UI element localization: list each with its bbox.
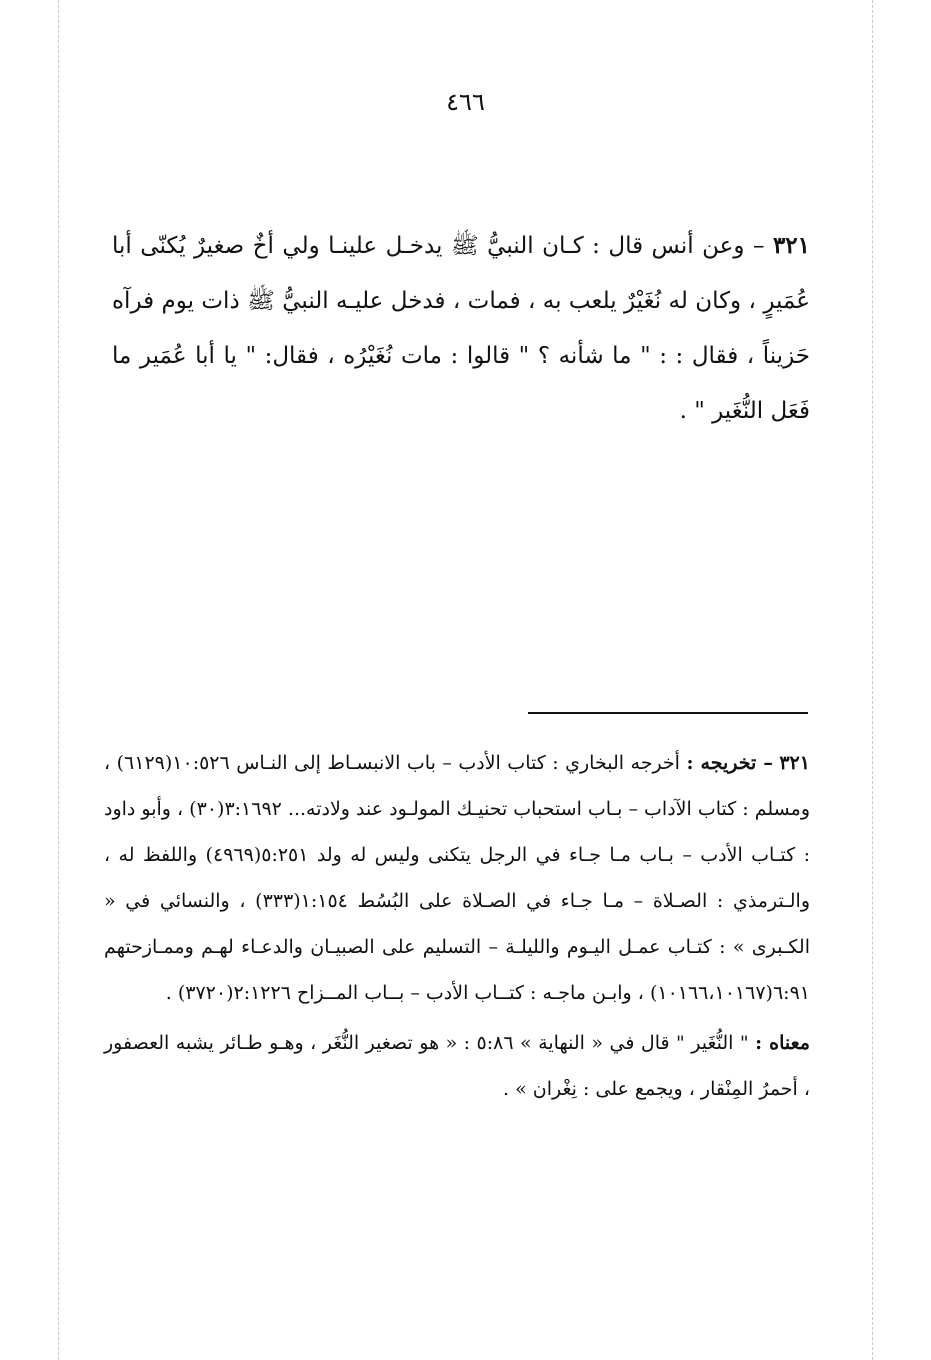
hadith-text: – وعن أنس قال : كـان النبيُّ ﷺ يدخـل علينـا ولي أخٌ صغيرٌ يُكنّى أبا عُمَيرٍ ، وكان له نُغَيْرٌ يلعب به ، فمات ، فدخل عليـه النبيُّ ﷺ ذات يوم فرآه حَزيناً ، فقال : : " ما شأنه ؟ " قالوا : مات نُغَيْرُه ، فقال: " يا أبا عُمَير ما فَعَل النُّغَير " . [112,233,810,424]
takhrij-number: ٣٢١ [779,752,810,774]
scan-fold-line-right [872,0,873,1360]
meaning-label: معناه : [755,1032,810,1054]
takhrij-text: أخرجه البخاري : كتاب الأدب – باب الانبسـاط إلى النـاس ١٠:٥٢٦(٦١٢٩) ، ومسلم : كتاب الآداب – بـاب استحباب تحنيـك المولـود عند ولادته... ٣:١٦٩٢(٣٠) ، وأبو داود : كتـاب الأدب – بـاب مـا جـاء في الرجل يتكنى وليس له ولد ٥:٢٥١(٤٩٦٩) واللفظ له ، والـترمذي : الصـلاة – مـا جـاء في الصـلاة على البُسُط ١:١٥٤(٣٣٣) ، والنسائي في « الكـبرى » : كتـاب عمـل اليـوم والليلـة – التسليم على الصبيـان والدعـاء لهـم وممـازحتهم ٦:٩١(١٠١٦٦،١٠١٦٧) ، وابـن ماجـه : كتــاب الأدب – بــاب المــزاح ٢:١٢٢٦(٣٧٢٠) . [103,752,810,1004]
takhrij-footnote [104,740,810,1016]
hadith-number: ٣٢١ [772,232,811,259]
meaning-footnote [104,1020,810,1112]
meaning-text: " النُّغَير " قال في « النهاية » ٥:٨٦ : « هو تصغير النُّغَر ، وهـو طـائر يشبه العصفور ، أحمرُ المِنْقار ، ويجمع على : نِغْران » . [104,1032,810,1100]
page-number: ٤٦٦ [446,88,485,116]
hadith-paragraph [112,218,810,439]
footnote-separator [528,712,808,714]
footnotes [104,740,810,1112]
scan-fold-line-left [58,0,59,1360]
takhrij-label: – تخريجه : [686,752,773,774]
